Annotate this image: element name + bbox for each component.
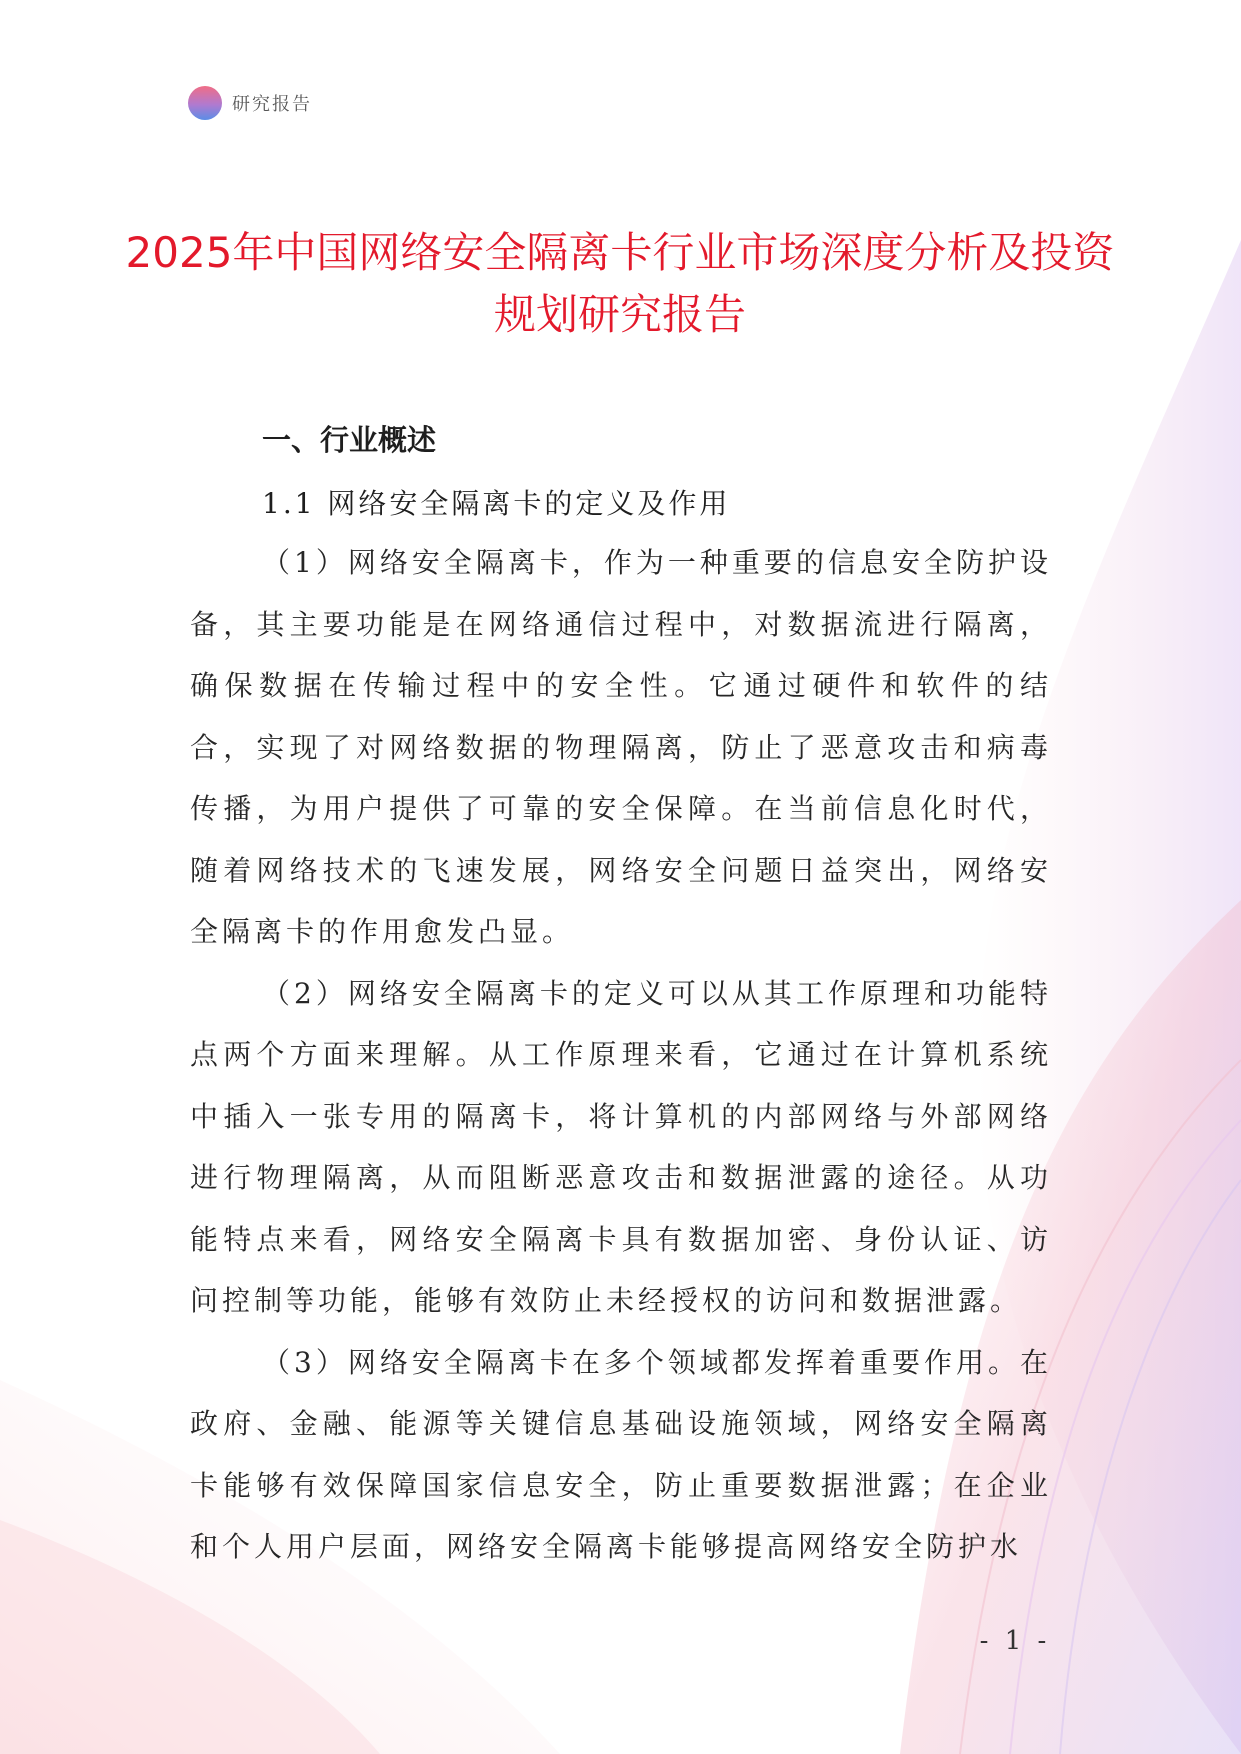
subsection-heading: 1.1 网络安全隔离卡的定义及作用: [262, 487, 731, 520]
document-title: 2025年中国网络安全隔离卡行业市场深度分析及投资规划研究报告: [125, 228, 1115, 339]
section-heading: 一、行业概述: [262, 423, 437, 457]
paragraph-2: （2）网络安全隔离卡的定义可以从其工作原理和功能特点两个方面来理解。从工作原理来看，它通过在计算机系统中插入一张专用的隔离卡，将计算机的内部网络与外部网络进行物理隔离，从而阻断恶意攻击和数据泄露的途径。从功能特点来看，网络安全隔离卡具有数据加密、身份认证、访问控制等功能，能够有效防止未经授权的访问和数据泄露。: [190, 976, 1052, 1317]
page-header: [188, 86, 312, 120]
paragraph-3: （3）网络安全隔离卡在多个领域都发挥着重要作用。在政府、金融、能源等关键信息基础设施领域，网络安全隔离卡能够有效保障国家信息安全，防止重要数据泄露；在企业和个人用户层面，网络安全隔离卡能够提高网络安全防护水: [190, 1345, 1052, 1563]
paragraph-1: （1）网络安全隔离卡，作为一种重要的信息安全防护设备，其主要功能是在网络通信过程中，对数据流进行隔离，确保数据在传输过程中的安全性。它通过硬件和软件的结合，实现了对网络数据的物理隔离，防止了恶意攻击和病毒传播，为用户提供了可靠的安全保障。在当前信息化时代，随着网络技术的飞速发展，网络安全问题日益突出，网络安全隔离卡的作用愈发凸显。: [190, 546, 1052, 948]
header-label: 研究报告: [232, 94, 312, 115]
report-logo-icon: [188, 86, 222, 120]
page-number: - 1 -: [979, 1626, 1051, 1656]
body-text: [190, 532, 1052, 1578]
